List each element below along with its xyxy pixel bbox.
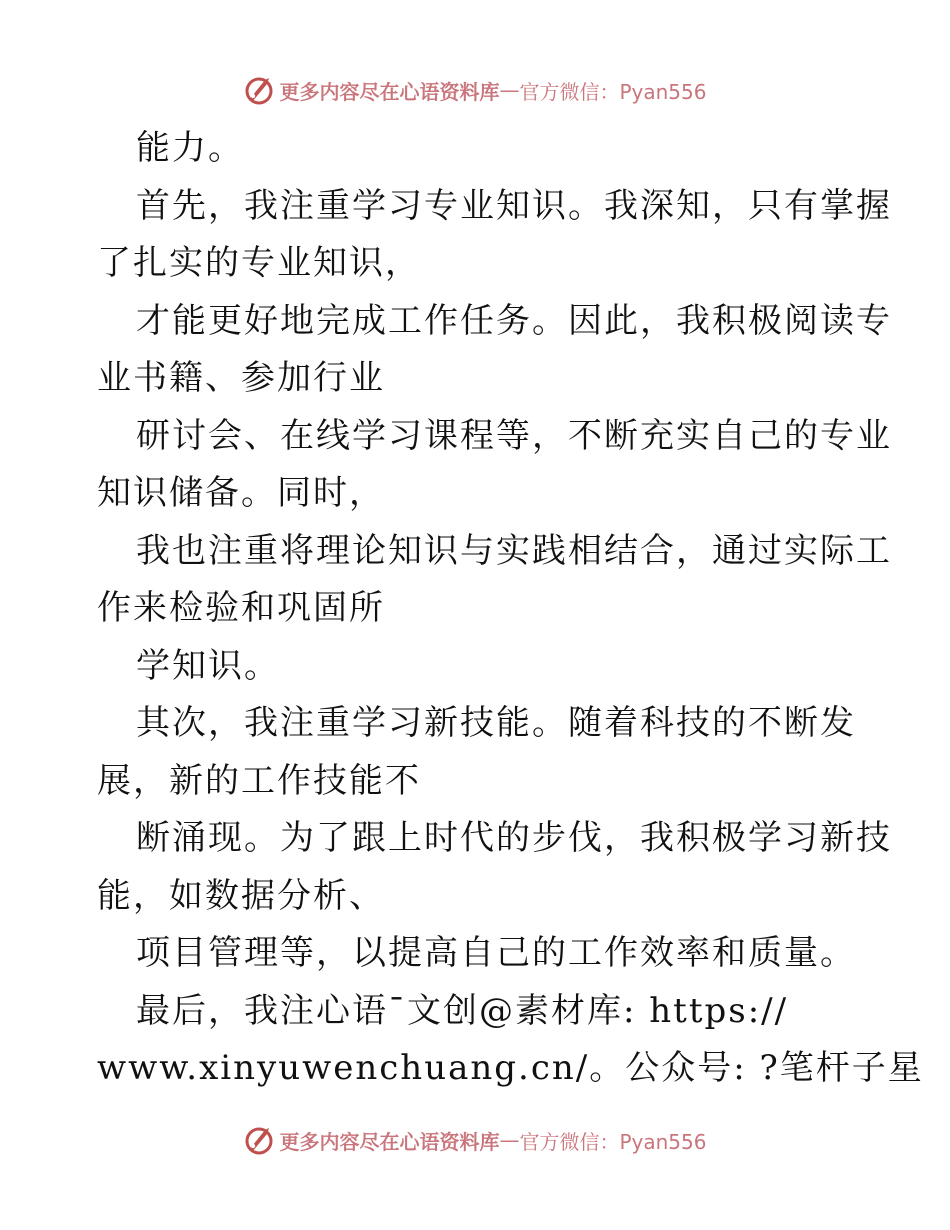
body-line: 研讨会、在线学习课程等，不断充实自己的专业	[136, 415, 892, 456]
body-line: 学知识。	[136, 645, 280, 686]
quill-logo-icon	[243, 74, 275, 106]
body-line: 作来检验和巩固所	[97, 588, 385, 628]
body-line: 断涌现。为了跟上时代的步伐，我积极学习新技	[136, 818, 892, 858]
body-line: 展，新的工作技能不	[97, 760, 421, 801]
footer-banner	[0, 1120, 950, 1160]
body-line: 项目管理等，以提高自己的工作效率和质量。	[136, 933, 856, 973]
quill-logo-icon	[243, 1124, 275, 1156]
body-line: 能，如数据分析、	[97, 875, 385, 916]
banner-separator: —	[499, 1128, 520, 1152]
body-line: 我也注重将理论知识与实践相结合，通过实际工	[136, 530, 892, 571]
body-line: www.xinyuwenchuang.cn/。公众号: ?笔杆子星	[97, 1048, 924, 1088]
body-line: 能力。	[136, 128, 244, 168]
header-banner	[0, 70, 950, 110]
document-body	[97, 120, 924, 1098]
body-line: 了扎实的专业知识，	[97, 243, 421, 283]
banner-wechat: 官方微信：Pyan556	[519, 79, 707, 104]
body-line: 其次，我注重学习新技能。随着科技的不断发	[136, 703, 856, 743]
banner-separator: —	[499, 78, 520, 102]
banner-wechat: 官方微信：Pyan556	[519, 1129, 707, 1154]
body-line: 知识储备。同时，	[97, 473, 385, 513]
body-line: 才能更好地完成工作任务。因此，我积极阅读专	[136, 300, 892, 341]
body-line: 业书籍、参加行业	[97, 358, 385, 398]
banner-title: 更多内容尽在心语资料库	[279, 79, 500, 104]
body-line: 最后，我注心语¯文创@素材库: https://	[136, 990, 789, 1031]
body-line: 首先，我注重学习专业知识。我深知，只有掌握	[136, 185, 892, 226]
banner-title: 更多内容尽在心语资料库	[279, 1129, 500, 1154]
